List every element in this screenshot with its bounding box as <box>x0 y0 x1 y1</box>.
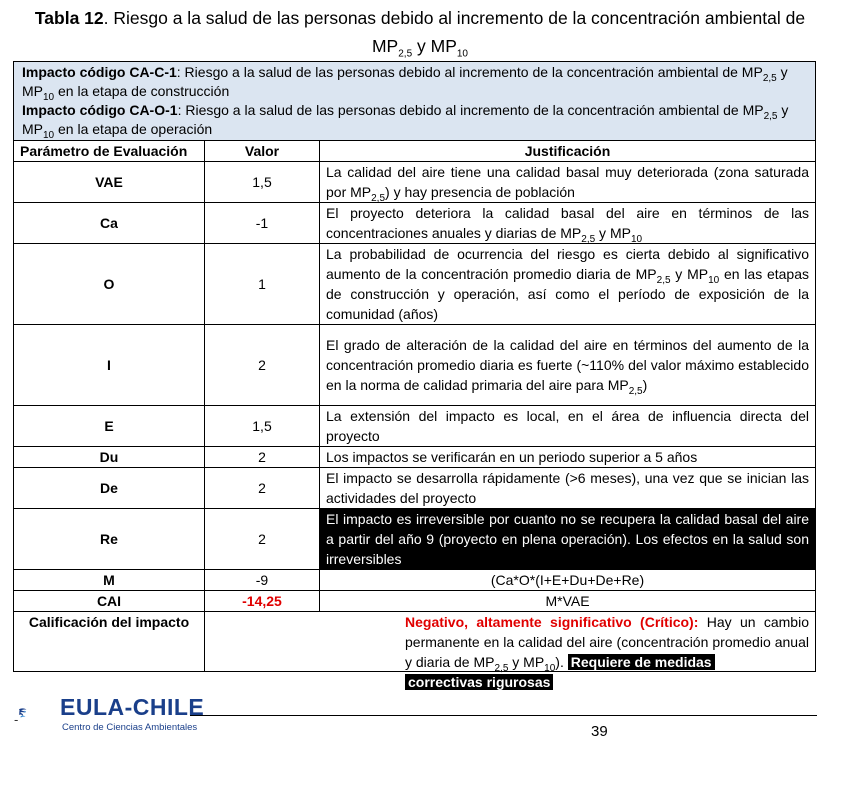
table-row: O 1 La probabilidad de ocurrencia del riesgo es cierta debido al significativo aumento de la concentración promedio diaria de $MP_{2,5}$ y $MP_{10}$ en las etapas de construcción y operación, así como el período de exposición de la comunidad (años) <box>14 244 816 325</box>
table-row: CAI -14,25 M*VAE <box>14 591 816 612</box>
page-number: 39 <box>591 723 608 740</box>
col-just: Justificación <box>320 141 816 162</box>
col-param: Parámetro de Evaluación <box>14 141 205 162</box>
calificacion-row: Calificación del impacto Negativo, altamente significativo (Crítico): Hay un cambio permanente en la calidad del aire (concentración promedio anual y diaria de $MP_{2,5}$ y $MP_{10}$). Requiere de medidas correctivas rigurosas <box>14 612 816 672</box>
required-measures-highlight: Requiere de medidas <box>568 654 715 670</box>
table-row: De 2 El impacto se desarrolla rápidamente (>6 meses), una vez que se inician las actividades del proyecto <box>14 468 816 509</box>
logo-name: EULA-CHILE <box>60 694 205 720</box>
caption-label: Tabla 12 <box>34 8 104 28</box>
table-row: I 2 El grado de alteración de la calidad del aire en términos del aumento de la concentración promedio diaria es fuerte (~110% del valor máximo establecido en la norma de calidad primaria del aire para $MP_{2,5}$) <box>14 325 816 406</box>
table-row: Du 2 Los impactos se verificarán en un periodo superior a 5 años <box>14 447 816 468</box>
eula-chile-logo-icon <box>18 690 62 736</box>
table-row: Re 2 El impacto es irreversible por cuanto no se recupera la calidad basal del aire a partir del año 9 (proyecto en plena operación). Los efectos en la salud son irreversibles <box>14 509 816 570</box>
table-caption: Tabla 12. Riesgo a la salud de las personas debido al incremento de la concentración ambiental de $MP_{2,5}$ y $MP_{10}$ <box>34 8 806 60</box>
table-row: M -9 (Ca*O*(I+E+Du+De+Re) <box>14 570 816 591</box>
impact-table <box>13 61 816 690</box>
table-row: VAE 1,5 La calidad del aire tiene una calidad basal muy deteriorada (zona saturada por $MP_{2,5}$) y hay presencia de población <box>14 162 816 203</box>
table-row: Ca -1 El proyecto deteriora la calidad basal del aire en términos de las concentraciones anuales y diarias de $MP_{2,5}$ y $MP_{10}$ <box>14 203 816 244</box>
logo-subtitle: Centro de Ciencias Ambientales <box>62 722 198 733</box>
highlighted-justification: El impacto es irreversible por cuanto no se recupera la calidad basal del aire a partir del año 9 (proyecto en plena operación). Los efectos en la salud son irreversibles <box>320 509 816 570</box>
table-row: E 1,5 La extensión del impacto es local, en el área de influencia directa del proyecto <box>14 406 816 447</box>
cai-value: -14,25 <box>205 591 320 612</box>
impact-header-row: Impacto código CA-C-1: Riesgo a la salud de las personas debido al incremento de la concentración ambiental de $MP_{2,5}$ y $MP_{10}$ en la etapa de construcción Impacto código CA-O-1: Riesgo a la salud de las personas debido al incremento de la concentración ambiental de $MP_{2,5}$ y $MP_{10}$ en la etapa de operación <box>14 62 816 141</box>
footer-rule <box>190 715 817 716</box>
footer-dash: - <box>14 712 19 727</box>
col-value: Valor <box>205 141 320 162</box>
column-header-row <box>14 141 816 162</box>
